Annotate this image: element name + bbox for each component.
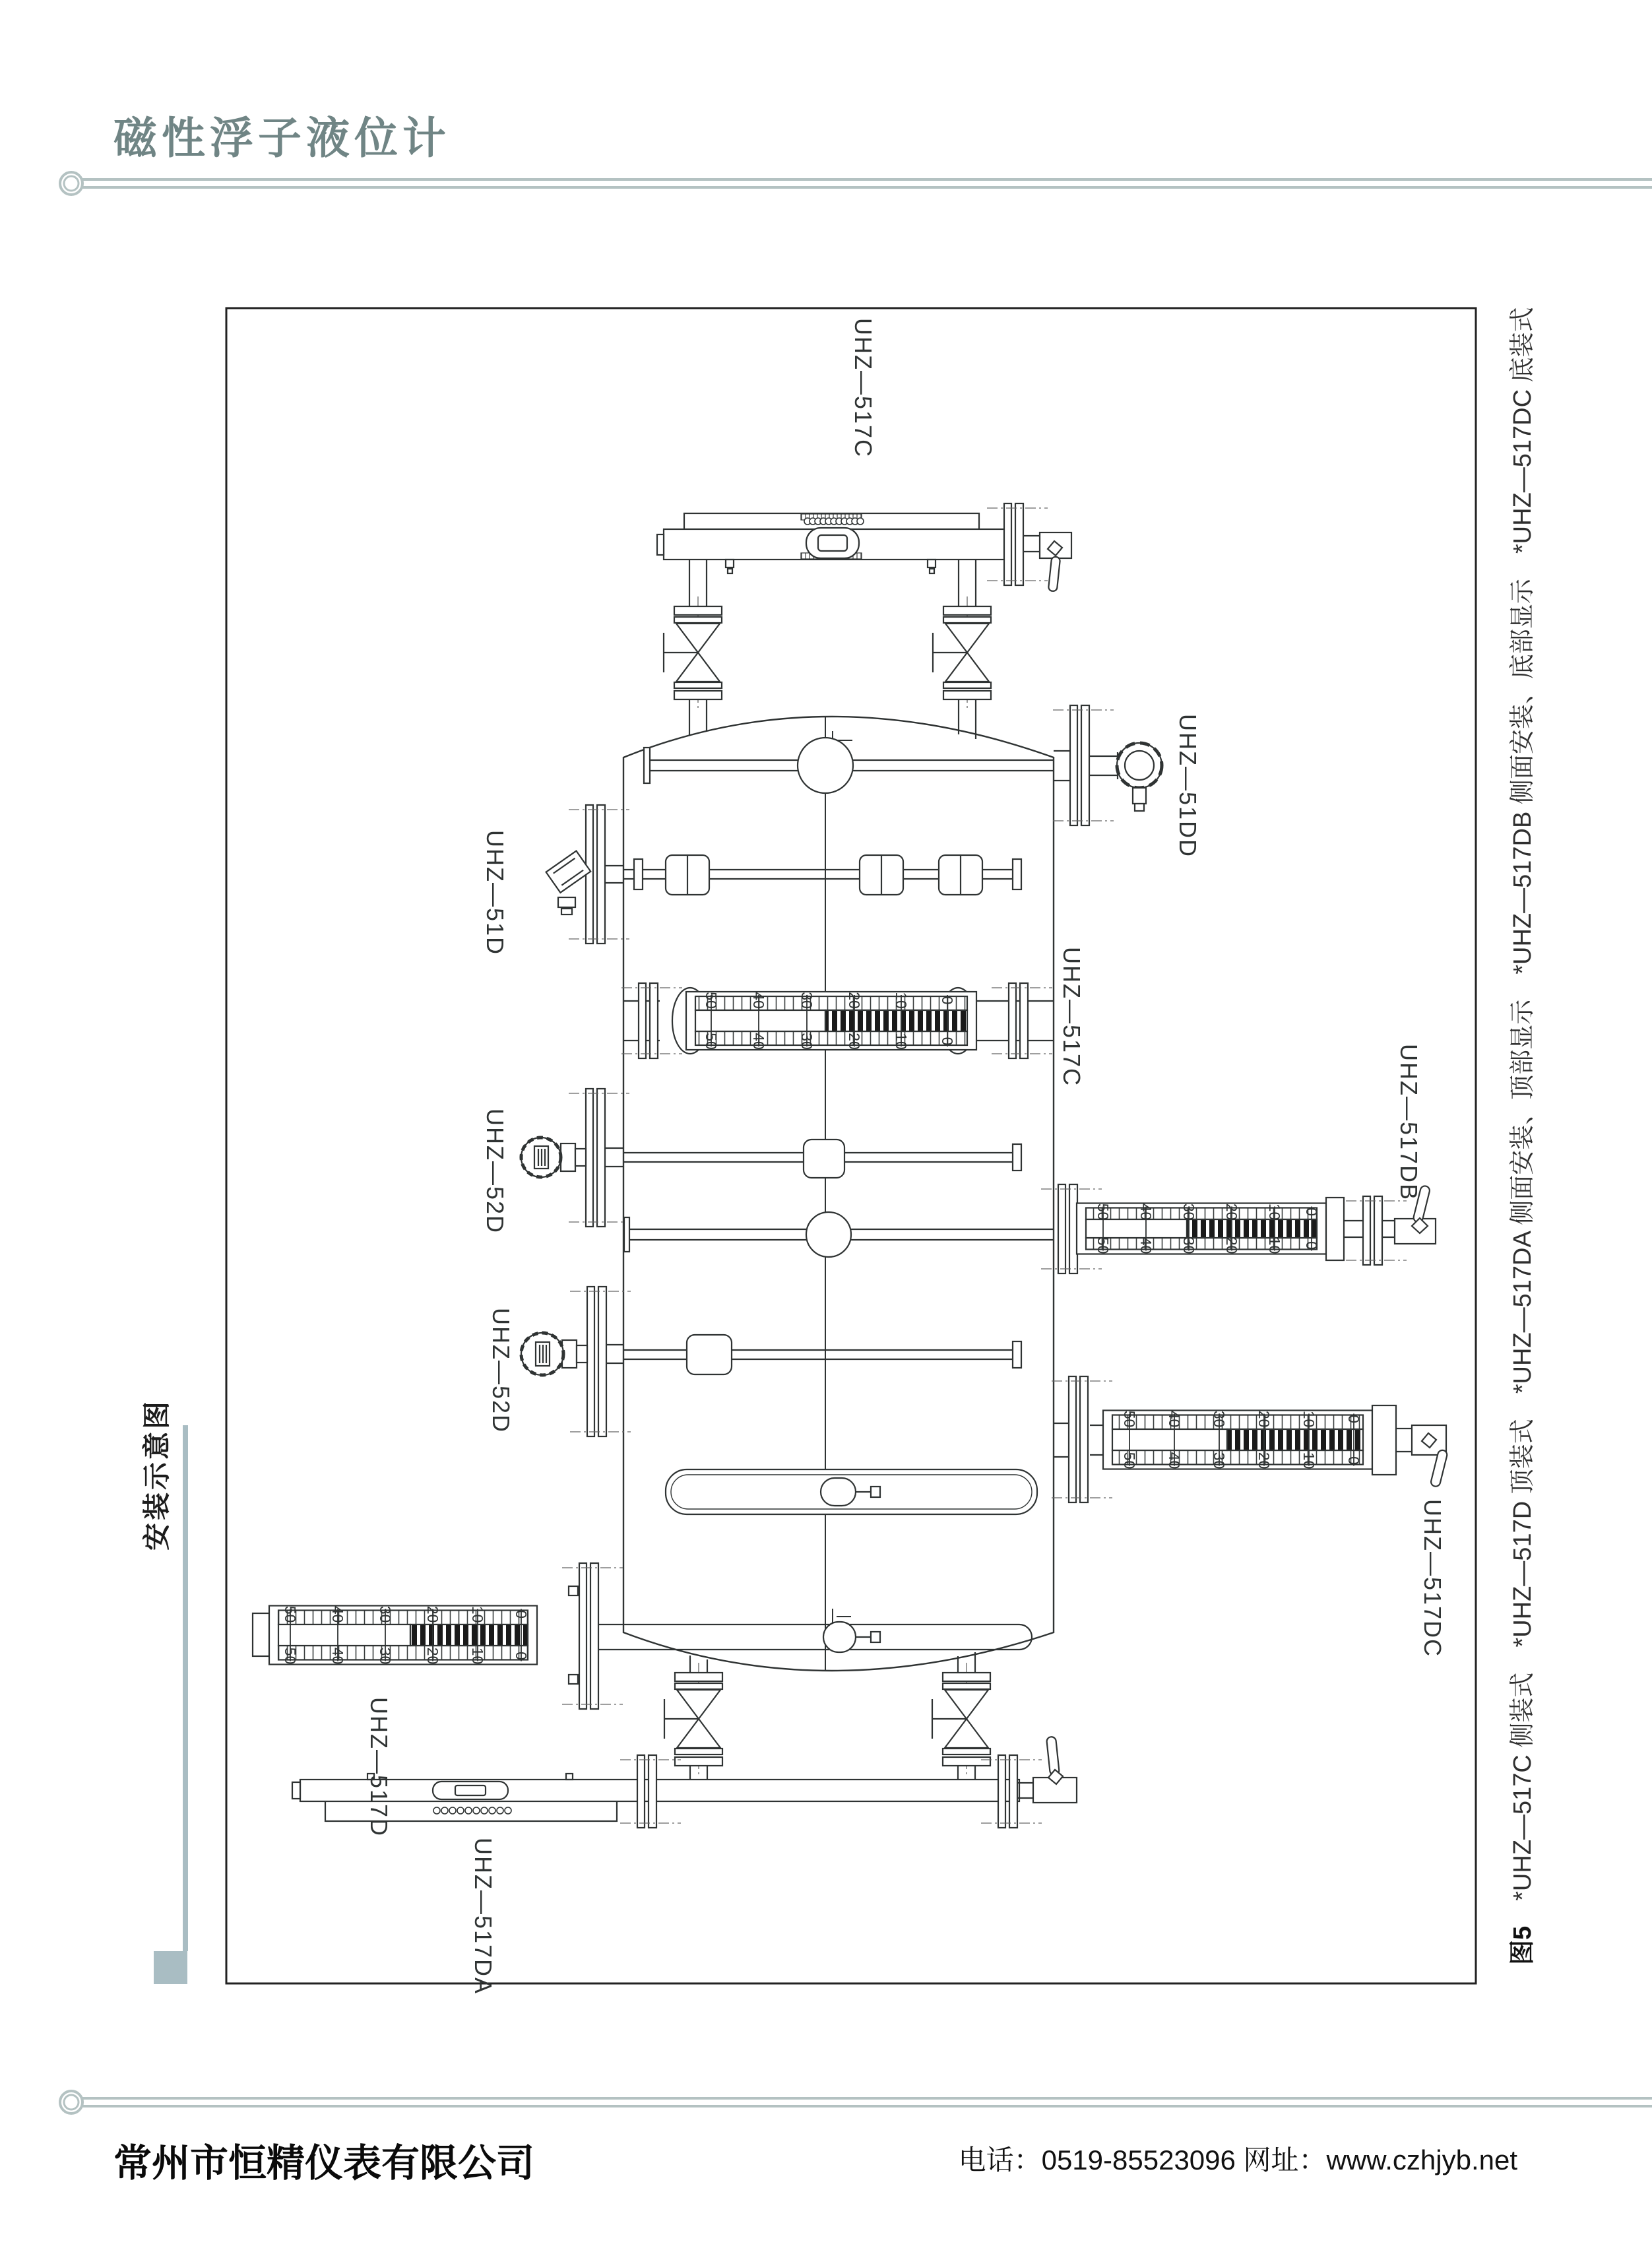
scale-number: 40 xyxy=(329,1605,346,1623)
scale-number: 30 xyxy=(1211,1410,1228,1428)
scale-number: 20 xyxy=(1255,1410,1273,1428)
footer-divider xyxy=(60,2091,1652,2113)
scale-number: 50 xyxy=(703,992,720,1009)
label-uhz-51dd: UHZ—51DD xyxy=(1174,714,1201,858)
scale-number: 40 xyxy=(750,1033,767,1050)
label-uhz-517d: UHZ—517D xyxy=(365,1697,393,1838)
scale-number: 10 xyxy=(1266,1237,1283,1254)
scale-number: 0 xyxy=(939,1037,956,1046)
scale-number: 40 xyxy=(1137,1203,1155,1221)
scale-number: 50 xyxy=(1095,1237,1112,1254)
label-uhz-517db: UHZ—517DB xyxy=(1395,1044,1422,1202)
scale-number: 0 xyxy=(1345,1415,1362,1423)
scale-number: 40 xyxy=(750,992,767,1009)
scale-number: 0 xyxy=(939,996,956,1005)
accent-square xyxy=(154,1951,187,1984)
page-title: 磁性浮子液位计 xyxy=(113,113,451,162)
scale-number: 30 xyxy=(1211,1452,1228,1469)
scale-number: 0 xyxy=(1303,1207,1320,1216)
scale-number: 30 xyxy=(798,1033,815,1050)
company-name: 常州市恒精仪表有限公司 xyxy=(113,2142,535,2185)
scale-number: 50 xyxy=(1121,1452,1138,1469)
level-scale xyxy=(269,1606,537,1665)
label-uhz-51d: UHZ—51D xyxy=(482,830,509,956)
scale-number: 20 xyxy=(1223,1203,1240,1221)
scale-number: 0 xyxy=(1345,1456,1362,1465)
label-uhz-517c-side: UHZ—517C xyxy=(1058,947,1085,1087)
float-block xyxy=(687,1335,732,1374)
scale-number: 20 xyxy=(424,1605,441,1623)
contact-info: 电话：0519-85523096 网址：www.czhjyb.net xyxy=(958,2144,1517,2175)
figure-caption-body: *UHZ—517C 侧装式 *UHZ—517D 顶装式 *UHZ—517DA 侧面安装、顶部显示 *UHZ—517DB 侧面安装、底部显示 *UHZ—517DC 底装式 xyxy=(1509,307,1537,1926)
scale-number: 50 xyxy=(1121,1410,1138,1428)
page-footer xyxy=(60,2091,1652,2185)
float-cylinder xyxy=(939,855,982,895)
scale-number: 10 xyxy=(1300,1410,1318,1428)
scale-number: 50 xyxy=(1095,1203,1112,1221)
scale-number: 10 xyxy=(1266,1203,1283,1221)
scale-number: 0 xyxy=(1303,1241,1320,1250)
scale-number: 10 xyxy=(469,1647,486,1665)
scale-number: 20 xyxy=(1223,1237,1240,1254)
float-capsule xyxy=(823,1622,856,1652)
scale-number: 20 xyxy=(846,992,863,1009)
label-uhz-517da: UHZ—517DA xyxy=(470,1838,497,1995)
level-scale xyxy=(686,992,976,1050)
header-divider xyxy=(60,172,1652,195)
scale-number: 0 xyxy=(513,1610,530,1619)
float-ball xyxy=(798,738,853,793)
float-cylinder xyxy=(666,855,709,895)
scale-number: 0 xyxy=(513,1652,530,1660)
scale-number: 10 xyxy=(893,1033,910,1050)
float-cylinder xyxy=(860,855,903,895)
stilling-well-upper xyxy=(666,1469,1037,1514)
scale-number: 30 xyxy=(1180,1203,1197,1221)
figure-number: 图5 xyxy=(1509,1925,1537,1965)
scale-number: 10 xyxy=(1300,1452,1318,1469)
scale-number: 50 xyxy=(703,1033,720,1050)
scale-number: 30 xyxy=(377,1605,394,1623)
page-header xyxy=(60,113,1652,195)
scale-number: 20 xyxy=(1255,1452,1273,1469)
diagram-title: 安装示意图 xyxy=(141,1398,172,1551)
diagram-side-title xyxy=(141,1399,188,1984)
scale-number: 40 xyxy=(329,1647,346,1665)
float-block xyxy=(804,1140,844,1178)
level-scale xyxy=(1103,1411,1372,1469)
level-scale xyxy=(1077,1204,1326,1254)
scale-number: 10 xyxy=(469,1605,486,1623)
scale-number: 20 xyxy=(424,1647,441,1665)
scale-number: 40 xyxy=(1166,1410,1183,1428)
float-ball xyxy=(806,1212,851,1257)
accent-bar xyxy=(183,1425,188,1951)
scale-number: 40 xyxy=(1137,1237,1155,1254)
scale-number: 50 xyxy=(282,1647,299,1665)
scale-number: 50 xyxy=(282,1605,299,1623)
label-uhz-517c-top: UHZ—517C xyxy=(850,318,877,459)
label-uhz-52d-lower: UHZ—52D xyxy=(488,1308,515,1434)
label-uhz-52d-upper: UHZ—52D xyxy=(482,1109,509,1235)
scale-number: 30 xyxy=(1180,1237,1197,1254)
figure-caption xyxy=(1509,307,1537,1965)
scale-number: 20 xyxy=(846,1033,863,1050)
label-uhz-517dc: UHZ—517DC xyxy=(1419,1499,1446,1658)
scale-number: 40 xyxy=(1166,1452,1183,1469)
indicator-beads xyxy=(804,518,864,525)
scale-number: 30 xyxy=(377,1647,394,1665)
scale-number: 10 xyxy=(893,992,910,1009)
float-capsule xyxy=(821,1478,856,1506)
scale-number: 30 xyxy=(798,992,815,1009)
